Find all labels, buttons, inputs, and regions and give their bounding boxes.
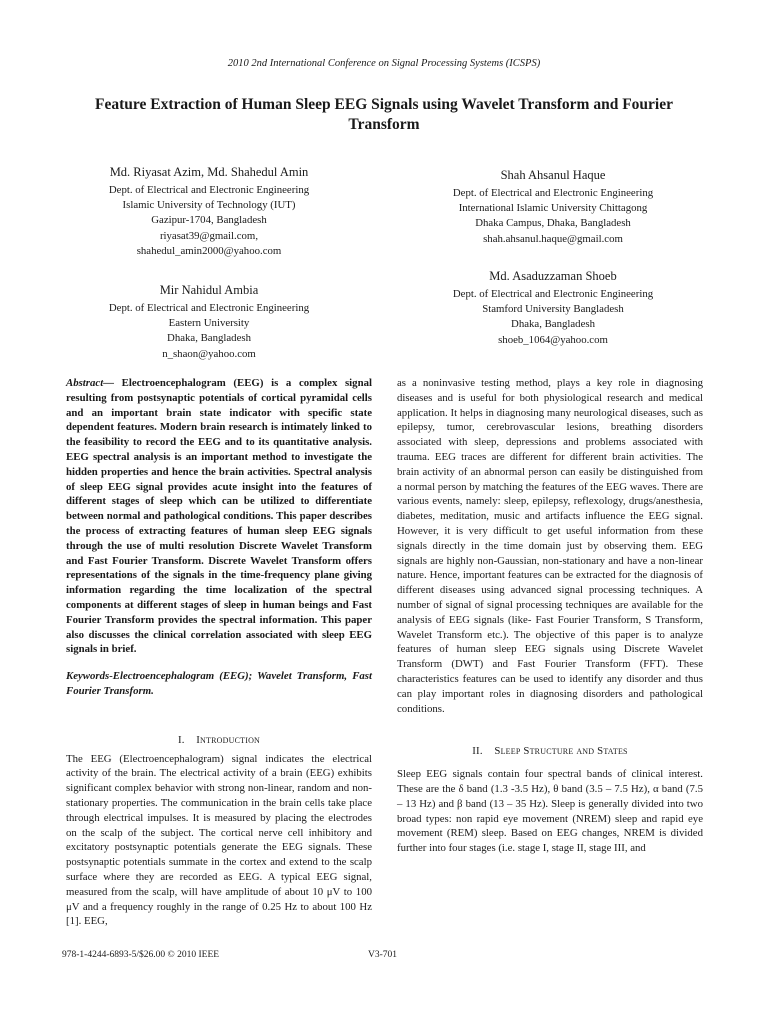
affiliation-line: Dhaka Campus, Dhaka, Bangladesh: [475, 217, 631, 230]
author-email: riyasat39@gmail.com,: [159, 229, 259, 242]
sleep-structure-text: Sleep EEG signals contain four spectral bands of clinical interest. These are the δ band (1.3 -3.5 Hz), θ band (3.5 – 7.5 Hz), α band (7.5 – 13 Hz) and β band (13 – 35 Hz). Sleep is generally divided into two broad types: non rapid eye movement (NREM) sleep and rapid eye movement (REM) sleep. Based on EEG changes, NREM is divided further into four stages (i.e. stage I, stage II, stage III, and: [397, 768, 703, 855]
copyright-footer: 978-1-4244-6893-5/$26.00 © 2010 IEEE: [62, 950, 220, 960]
author-email: shahedul_amin2000@yahoo.com: [136, 244, 282, 257]
section-title: Introduction: [196, 733, 261, 746]
author-name: Mir Nahidul Ambia: [159, 283, 259, 297]
abstract: [66, 376, 372, 657]
affiliation-line: Gazipur-1704, Bangladesh: [151, 214, 267, 227]
paper-title: Feature Extraction of Human Sleep EEG Signals using Wavelet Transform and Fourier Transform: [95, 96, 673, 133]
affiliation-line: Eastern University: [168, 317, 250, 330]
author-email: shoeb_1064@yahoo.com: [498, 333, 608, 346]
introduction-text: The EEG (Electroencephalogram) signal indicates the electrical activity of the brain. The electrical activity of a brain (EEG) exhibits significant complex behavior with strong non-linear, random and non-stationary properties. The communication in the brain cells take place through electrical impulses. It is measured by placing the electrodes on the scalp of the subject. The cortical nerve cell inhibitory and excitatory postsynaptic potentials generate the EEG signals. These postsynaptic potentials summate in the cortex and extend to the scalp surface where they are recorded as EEG. A typical EEG signal, measured from the scalp, will have amplitude of about 10 μV to 100 μV and a frequency roughly in the range of 0.25 Hz to about 100 Hz [1]. EEG,: [66, 752, 372, 928]
section-heading-introduction: [66, 733, 372, 748]
section-title: Sleep Structure and States: [494, 745, 628, 758]
author-block-4: [400, 268, 706, 348]
affiliation-line: Dhaka, Bangladesh: [511, 318, 595, 331]
affiliation-line: Dhaka, Bangladesh: [167, 332, 251, 345]
affiliation-line: Stamford University Bangladesh: [482, 303, 624, 316]
affiliation-line: Dept. of Electrical and Electronic Engineering: [452, 187, 654, 199]
section-heading-sleep-structure: [397, 744, 703, 759]
abstract-text: Electroencephalogram (EEG) is a complex signal resulting from postsynaptic potentials of cortical pyramidal cells and an important brain state indicator with specific state dependent features. Modern brain research is intimately linked to the feasibility to record the EEG and to its quantitative analysis. EEG spectral analysis is an important method to investigate the hidden properties and hence the brain activities. Spectral analysis of sleep EEG signal provides acute insight into the features of different stages of sleep which can be utilized to differentiate between normal and pathological conditions. This paper describes the process of extracting features of human sleep EEG signals through the use of multi resolution Discrete Wavelet Transform and Fast Fourier Transform. Discrete Wavelet Transform offers representations of the signals in the time-frequency plane giving information regarding the time localization of the spectral components at different stages of sleep in human beings and Fast Fourier Transform provides the spectral information. This paper also discusses the clinical correlation associated with sleep EEG signals in brief.: [66, 377, 372, 656]
keywords: Keywords-Electroencephalogram (EEG); Wavelet Transform, Fast Fourier Transform.: [66, 670, 372, 697]
section-number: II.: [472, 745, 483, 758]
abstract-lead: Abstract—: [66, 377, 114, 389]
section-number: I.: [177, 733, 185, 746]
author-email: n_shaon@yahoo.com: [162, 347, 256, 360]
page-number: V3-701: [368, 950, 398, 960]
affiliation-line: Dept. of Electrical and Electronic Engineering: [108, 184, 310, 196]
introduction-continued-text: as a noninvasive testing method, plays a key role in diagnosing diseases and is useful for both physiological research and medical application. It helps in diagnosing many neurological diseases, such as epilepsy, tumor, cerebrovascular lesions, breathing disorders associated with sleep, depressions and problems associated with trauma. EEG traces are different for different brain activities. The brain activity of an abnormal person can easily be distinguished from a normal person by matching the features of the EEG waves. There are various events, namely: sleep, epilepsy, reflexology, drugs/anesthesia, diabetes, meditation, music and artifacts influence the EEG signal. However, it is very difficult to get useful information from these signals directly in the time domain just by observing them. EEG signals are highly non-Gaussian, non-stationary and have a non-linear nature. Hence, important features can be extracted for the diagnosis of different diseases using advanced signal processing techniques. A number of signal of signal processing techniques are available for the analysis of EEG signals (like- Fast Fourier Transform, S Transform, Wavelet Transform etc.). The objective of this paper is to analyze features of human sleep EEG signals using Discrete Wavelet Transform (DWT) and Fast Fourier Transform (FFT). These characteristics features can be used to identify any disorder and thus can play important roles in diagnosing disorders and pathological conditions.: [397, 377, 703, 715]
author-name: Md. Asaduzzaman Shoeb: [489, 269, 617, 283]
affiliation-line: Dept. of Electrical and Electronic Engineering: [452, 288, 654, 300]
affiliation-line: Dept. of Electrical and Electronic Engineering: [108, 302, 310, 314]
author-name: Md. Riyasat Azim, Md. Shahedul Amin: [109, 165, 309, 179]
author-block-1: [60, 164, 358, 259]
left-column: [66, 376, 372, 929]
affiliation-line: International Islamic University Chittagong: [458, 202, 648, 215]
conference-header: 2010 2nd International Conference on Signal Processing Systems (ICSPS): [227, 58, 541, 69]
author-block-3: [60, 282, 358, 362]
affiliation-line: Islamic University of Technology (IUT): [122, 199, 296, 212]
author-block-2: [400, 167, 706, 247]
author-name: Shah Ahsanul Haque: [500, 168, 606, 182]
author-email: shah.ahsanul.haque@gmail.com: [483, 232, 623, 245]
right-column: [397, 376, 703, 856]
